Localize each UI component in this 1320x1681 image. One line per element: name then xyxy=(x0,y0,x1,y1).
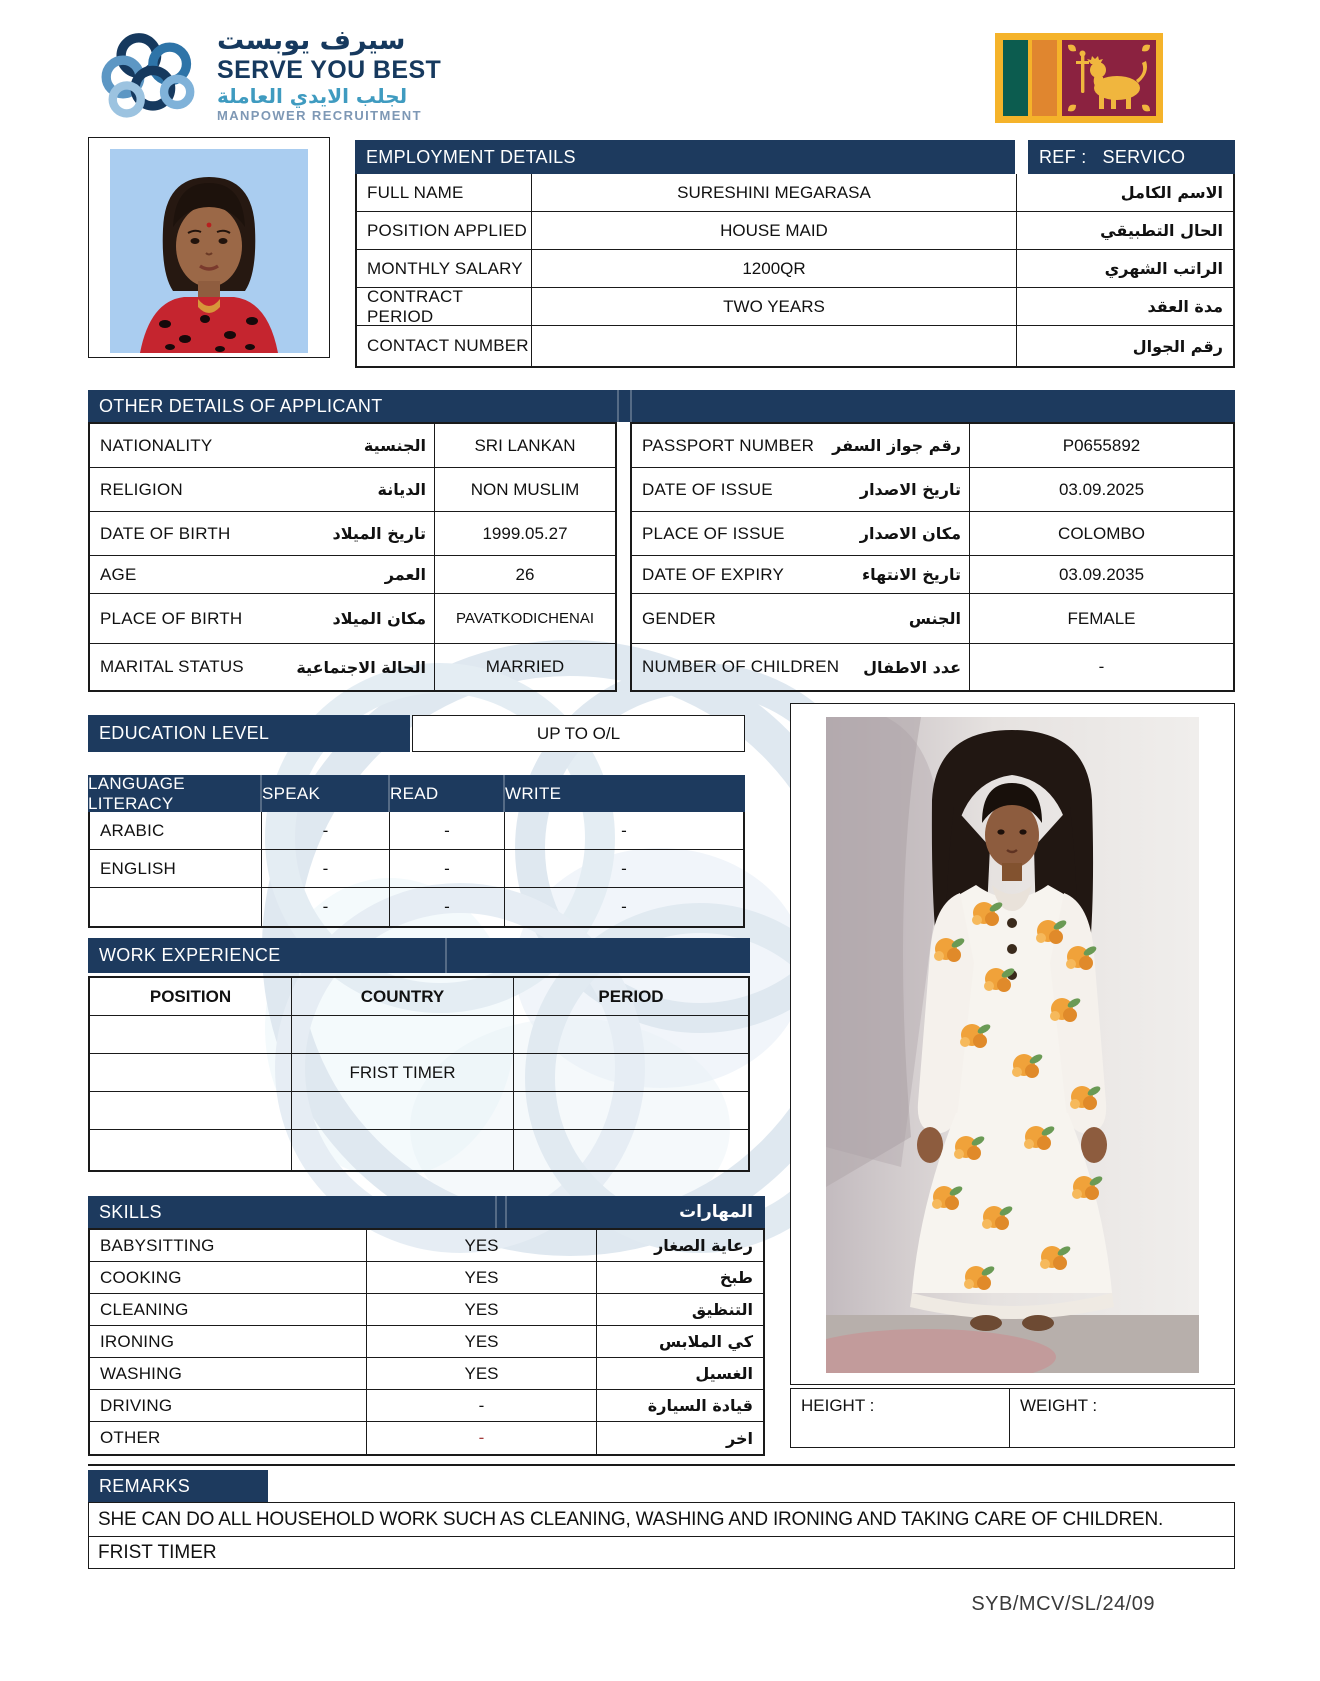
applicant-portrait-photo xyxy=(110,149,308,353)
skill-label: OTHER xyxy=(90,1422,367,1454)
field-label: FULL NAME xyxy=(357,174,532,212)
table-row xyxy=(90,850,743,888)
field-label-arabic: مكان الميلاد xyxy=(332,609,426,628)
field-label-arabic: الديانة xyxy=(377,480,426,499)
work-experience-header xyxy=(88,938,750,973)
skill-label: COOKING xyxy=(90,1262,367,1294)
field-value: COLOMBO xyxy=(969,512,1233,556)
education-level-value: UP TO O/L xyxy=(412,715,745,752)
skill-label-arabic: كي الملابس xyxy=(597,1326,763,1358)
table-row xyxy=(357,288,1233,326)
field-label: NATIONALITY xyxy=(100,435,213,455)
field-label: DATE OF EXPIRY xyxy=(642,564,784,584)
field-value: FEMALE xyxy=(969,594,1233,644)
table-row xyxy=(90,1422,763,1454)
period-value xyxy=(514,1092,748,1130)
physical-measurements xyxy=(790,1388,1235,1448)
table-row xyxy=(632,512,1233,556)
table-row xyxy=(90,512,615,556)
table-row xyxy=(90,1092,748,1130)
country-value xyxy=(292,1092,514,1130)
skill-value: - xyxy=(367,1422,597,1454)
field-label-arabic: رقم جواز السفر xyxy=(832,436,961,455)
field-label: POSITION APPLIED xyxy=(357,212,532,250)
table-row xyxy=(90,594,615,644)
language-name xyxy=(90,888,262,926)
field-label-arabic: مكان الاصدار xyxy=(859,524,961,543)
other-details-header xyxy=(88,390,1235,422)
skill-label-arabic: طبخ xyxy=(597,1262,763,1294)
column-header: READ xyxy=(390,783,439,803)
other-details-title: OTHER DETAILS OF APPLICANT xyxy=(99,395,383,416)
field-label: MARITAL STATUS xyxy=(100,657,244,676)
field-label-arabic: تاريخ الميلاد xyxy=(332,524,426,543)
read-value: - xyxy=(390,850,505,888)
table-row xyxy=(357,250,1233,288)
speak-value: - xyxy=(262,888,390,926)
speak-value: - xyxy=(262,812,390,850)
field-value: 03.09.2035 xyxy=(969,556,1233,594)
skill-label-arabic: الغسيل xyxy=(597,1358,763,1390)
table-row xyxy=(90,556,615,594)
table-row xyxy=(632,424,1233,468)
table-row xyxy=(90,812,743,850)
table-row xyxy=(90,644,615,690)
period-value xyxy=(514,1016,748,1054)
field-label: PLACE OF ISSUE xyxy=(642,523,785,543)
table-row xyxy=(90,1390,763,1422)
weight-field: WEIGHT : xyxy=(1010,1388,1235,1448)
education-level-label: EDUCATION LEVEL xyxy=(99,723,270,743)
language-literacy-section xyxy=(88,775,745,928)
field-label: GENDER xyxy=(642,608,716,628)
column-header: SPEAK xyxy=(262,783,321,803)
remarks-section xyxy=(88,1464,1235,1569)
field-label: RELIGION xyxy=(100,479,183,499)
other-details-right-table xyxy=(630,422,1235,692)
agency-logo-icon xyxy=(95,30,207,124)
position-value xyxy=(90,1092,292,1130)
skill-label: WASHING xyxy=(90,1358,367,1390)
skill-label: BABYSITTING xyxy=(90,1230,367,1262)
table-row xyxy=(90,424,615,468)
table-row xyxy=(357,174,1233,212)
skill-label-arabic: رعاية الصغار xyxy=(597,1230,763,1262)
read-value: - xyxy=(390,812,505,850)
skill-value: YES xyxy=(367,1358,597,1390)
skill-label-arabic: اخر xyxy=(726,1428,753,1448)
field-value: SURESHINI MEGARASA xyxy=(532,174,1017,212)
write-value: - xyxy=(621,897,627,916)
skill-value: YES xyxy=(367,1262,597,1294)
skills-title-arabic: المهارات xyxy=(679,1202,753,1222)
table-row xyxy=(632,556,1233,594)
table-row xyxy=(90,1130,748,1170)
field-label: AGE xyxy=(100,564,137,584)
period-value xyxy=(514,1054,748,1092)
column-header: PERIOD xyxy=(514,978,748,1016)
agency-name: SERVE YOU BEST xyxy=(217,56,442,84)
table-row xyxy=(90,1326,763,1358)
field-value: 1999.05.27 xyxy=(434,512,615,556)
language-literacy-header-row xyxy=(88,775,745,812)
work-experience-header-row xyxy=(90,978,748,1016)
position-value xyxy=(90,1016,292,1054)
field-value: MARRIED xyxy=(434,644,615,690)
language-name: ENGLISH xyxy=(90,850,262,888)
remarks-header xyxy=(88,1470,268,1502)
ref-value: SERVICO xyxy=(1102,146,1186,167)
skill-label: CLEANING xyxy=(90,1294,367,1326)
field-value: 26 xyxy=(434,556,615,594)
field-label: MONTHLY SALARY xyxy=(357,250,532,288)
field-value: TWO YEARS xyxy=(532,288,1017,326)
height-field: HEIGHT : xyxy=(790,1388,1010,1448)
field-label-arabic: الراتب الشهري xyxy=(1017,250,1233,288)
write-value: - xyxy=(505,812,743,850)
field-label: DATE OF ISSUE xyxy=(642,479,773,499)
read-value: - xyxy=(390,888,505,926)
field-label-arabic: تاريخ الانتهاء xyxy=(861,565,961,584)
field-label: DATE OF BIRTH xyxy=(100,523,231,543)
employment-details-header xyxy=(355,140,1015,174)
field-value: 03.09.2025 xyxy=(969,468,1233,512)
skill-label-arabic: التنظيق xyxy=(597,1294,763,1326)
table-row xyxy=(357,326,1233,366)
field-label-arabic: الجنس xyxy=(908,609,961,628)
skills-title: SKILLS xyxy=(99,1201,162,1222)
position-value xyxy=(90,1054,292,1092)
agency-tagline: MANPOWER RECRUITMENT xyxy=(217,108,422,123)
field-value xyxy=(532,326,1017,366)
table-row xyxy=(90,1358,763,1390)
country-value xyxy=(292,1130,514,1170)
skill-value: YES xyxy=(367,1326,597,1358)
column-header: COUNTRY xyxy=(292,978,514,1016)
table-row xyxy=(90,468,615,512)
field-value: NON MUSLIM xyxy=(434,468,615,512)
field-label-arabic: مدة العقد xyxy=(1017,288,1233,326)
other-details-left-table xyxy=(88,422,617,692)
field-label-arabic: الحال التطبيقي xyxy=(1017,212,1233,250)
ref-header xyxy=(1028,140,1235,174)
remarks-title: REMARKS xyxy=(99,1475,191,1496)
skills-header xyxy=(88,1196,765,1228)
speak-value: - xyxy=(262,850,390,888)
table-row xyxy=(90,1230,763,1262)
table-row xyxy=(90,888,743,926)
write-value: - xyxy=(505,850,743,888)
remarks-line: FRIST TIMER xyxy=(88,1536,1235,1569)
agency-logo-text xyxy=(217,26,537,124)
skill-label: IRONING xyxy=(90,1326,367,1358)
skill-label: DRIVING xyxy=(90,1390,367,1422)
country-value xyxy=(292,1016,514,1054)
work-experience-table xyxy=(88,976,750,1172)
field-label-arabic: الجنسية xyxy=(363,436,426,455)
field-label-arabic: الحالة الاجتماعية xyxy=(296,657,426,677)
field-value: 1200QR xyxy=(532,250,1017,288)
column-header: LANGUAGE LITERACY xyxy=(88,773,185,813)
skill-value: - xyxy=(367,1390,597,1422)
table-row xyxy=(90,1054,748,1092)
field-value: P0655892 xyxy=(969,424,1233,468)
footer-reference-code: SYB/MCV/SL/24/09 xyxy=(971,1593,1155,1615)
language-name: ARABIC xyxy=(90,812,262,850)
remarks-line: SHE CAN DO ALL HOUSEHOLD WORK SUCH AS CLEANING, WASHING AND IRONING AND TAKING CARE OF CHILDREN. xyxy=(88,1502,1235,1536)
field-label: CONTACT NUMBER xyxy=(357,326,532,366)
period-value xyxy=(514,1130,748,1170)
agency-name-arabic: سيرف يوبست xyxy=(217,25,406,56)
table-row xyxy=(632,644,1233,690)
field-value: HOUSE MAID xyxy=(532,212,1017,250)
table-row xyxy=(632,468,1233,512)
column-header: WRITE xyxy=(505,783,562,803)
column-header: POSITION xyxy=(90,978,292,1016)
skill-value: YES xyxy=(367,1230,597,1262)
applicant-full-body-photo xyxy=(826,717,1199,1373)
employment-details-title: EMPLOYMENT DETAILS xyxy=(366,146,576,167)
table-row xyxy=(90,1262,763,1294)
work-experience-title: WORK EXPERIENCE xyxy=(99,945,281,965)
employment-details-section xyxy=(355,140,1235,368)
skill-value: YES xyxy=(367,1294,597,1326)
skills-table xyxy=(88,1228,765,1456)
field-label-arabic: رقم الجوال xyxy=(1132,336,1223,356)
field-label: CONTRACT PERIOD xyxy=(357,288,532,326)
ref-label: REF : xyxy=(1039,146,1087,167)
sri-lanka-flag-icon xyxy=(995,33,1163,123)
field-label: NUMBER OF CHILDREN xyxy=(642,657,840,676)
skill-label-arabic: قيادة السيارة xyxy=(597,1390,763,1422)
field-value: - xyxy=(969,644,1233,690)
country-value: FRIST TIMER xyxy=(292,1054,514,1092)
field-value: PAVATKODICHENAI xyxy=(434,594,615,644)
field-label-arabic: تاريخ الاصدار xyxy=(859,480,961,499)
table-row xyxy=(90,1294,763,1326)
field-label: PLACE OF BIRTH xyxy=(100,608,243,628)
table-row xyxy=(357,212,1233,250)
field-label-arabic: الاسم الكامل xyxy=(1017,174,1233,212)
table-row xyxy=(632,594,1233,644)
field-label: PASSPORT NUMBER xyxy=(642,435,815,455)
agency-tagline-arabic: لجلب الايدي العاملة xyxy=(217,84,408,108)
field-label-arabic: عدد الاطفال xyxy=(863,657,961,677)
table-row xyxy=(90,1016,748,1054)
field-value: SRI LANKAN xyxy=(434,424,615,468)
position-value xyxy=(90,1130,292,1170)
education-level-header xyxy=(88,715,410,752)
field-label-arabic: العمر xyxy=(384,565,426,584)
